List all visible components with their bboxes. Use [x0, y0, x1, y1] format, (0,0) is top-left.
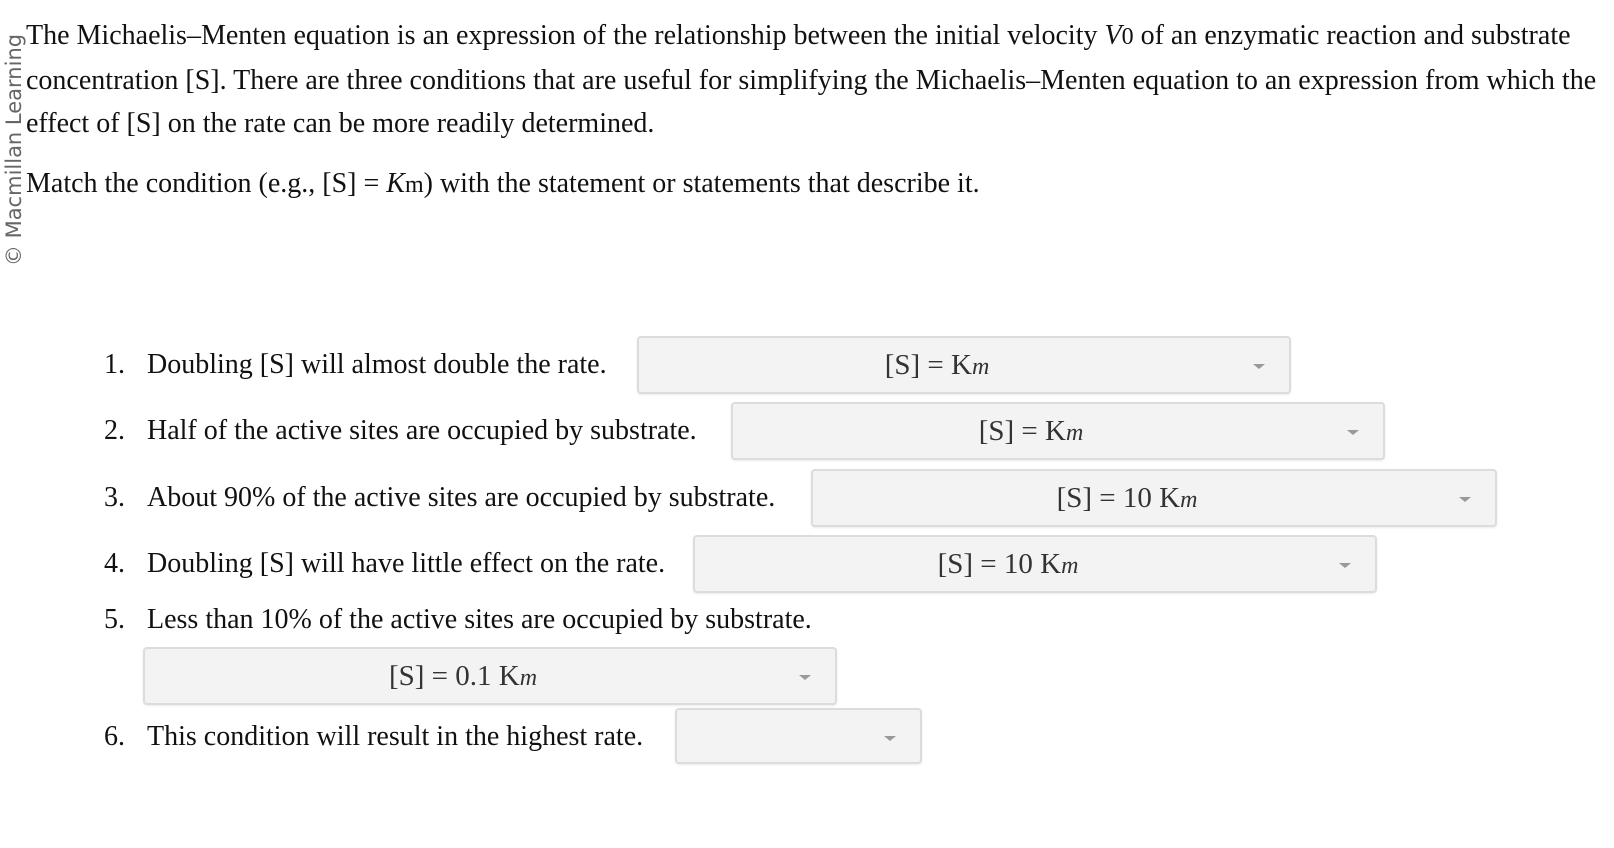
item-statement: Half of the active sites are occupied by substrate. — [147, 415, 697, 446]
chevron-down-icon — [1347, 430, 1359, 435]
item-number: 2. — [104, 415, 125, 446]
km-symbol: Km — [386, 168, 424, 199]
chevron-down-icon — [1339, 563, 1351, 568]
item-number: 6. — [104, 721, 125, 752]
condition-dropdown[interactable] — [637, 336, 1291, 394]
dropdown-selected-value: [S] = Km — [884, 349, 990, 381]
chevron-down-icon — [884, 736, 896, 741]
watermark-text: © Macmillan Learning — [2, 33, 26, 267]
condition-dropdown[interactable] — [675, 708, 922, 764]
condition-dropdown[interactable] — [731, 402, 1385, 460]
instruction-paragraph: Match the condition (e.g., [S] = Km) with the statement or statements that describe it. — [26, 168, 980, 199]
condition-dropdown[interactable] — [811, 469, 1497, 527]
item-number: 1. — [104, 349, 125, 380]
item-statement: Doubling [S] will almost double the rate. — [147, 349, 607, 380]
condition-dropdown[interactable] — [693, 535, 1377, 593]
item-number: 4. — [104, 548, 125, 579]
item-statement: About 90% of the active sites are occupied by substrate. — [147, 482, 776, 513]
item-statement: Less than 10% of the active sites are occupied by substrate. — [147, 604, 812, 635]
question-intro — [26, 14, 1611, 207]
dropdown-selected-value: [S] = 0.1 Km — [388, 660, 538, 692]
item-number: 5. — [104, 604, 125, 635]
chevron-down-icon — [799, 675, 811, 680]
dropdown-selected-value: [S] = 10 Km — [937, 548, 1079, 580]
item-statement: Doubling [S] will have little effect on the rate. — [147, 548, 666, 579]
dropdown-selected-value: [S] = 10 Km — [1056, 482, 1198, 514]
chevron-down-icon — [1253, 364, 1265, 369]
intro-paragraph: The Michaelis–Menten equation is an expression of the relationship between the initial velocity V0 of an enzymatic reaction and substrate concentration [S]. There are three conditions that are useful for simplifying the Michaelis–Menten equation to an expression from which the effect of [S] on the rate can be more readily determined. — [26, 20, 1597, 139]
velocity-symbol: V0 — [1104, 20, 1134, 51]
item-number: 3. — [104, 482, 125, 513]
item-statement: This condition will result in the highest rate. — [147, 721, 644, 752]
watermark — [0, 0, 28, 300]
condition-dropdown[interactable] — [143, 647, 837, 705]
dropdown-selected-value: [S] = Km — [978, 415, 1084, 447]
chevron-down-icon — [1459, 497, 1471, 502]
